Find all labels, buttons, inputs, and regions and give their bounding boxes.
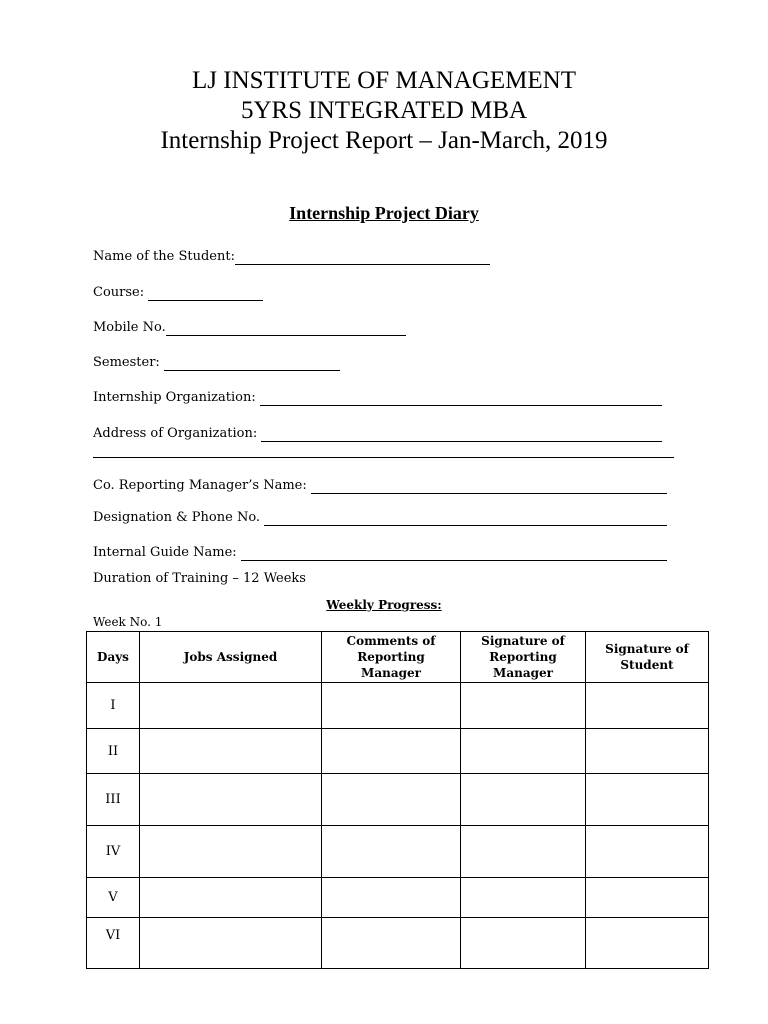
jobs-cell[interactable] xyxy=(140,878,322,918)
internal-guide-blank[interactable] xyxy=(241,547,667,561)
program-title: 5YRS INTEGRATED MBA xyxy=(240,97,528,124)
organization-field xyxy=(93,390,662,406)
manager-signature-cell[interactable] xyxy=(461,774,586,826)
manager-name-field xyxy=(93,478,667,494)
student-name-field xyxy=(93,249,490,265)
manager-name-label: Co. Reporting Manager’s Name: xyxy=(93,478,307,493)
manager-signature-cell[interactable] xyxy=(461,683,586,729)
header-days: Days xyxy=(87,632,140,683)
course-label: Course: xyxy=(93,285,145,300)
table-row xyxy=(87,729,709,774)
student-signature-cell[interactable] xyxy=(586,729,709,774)
course-field xyxy=(93,285,263,301)
manager-name-blank[interactable] xyxy=(311,480,667,494)
comments-cell[interactable] xyxy=(322,918,461,969)
organization-blank[interactable] xyxy=(260,392,662,406)
semester-blank[interactable] xyxy=(164,357,340,371)
comments-cell[interactable] xyxy=(322,774,461,826)
header-manager-signature: Signature of Reporting Manager xyxy=(461,632,586,683)
comments-cell[interactable] xyxy=(322,683,461,729)
mobile-label: Mobile No. xyxy=(93,320,166,335)
mobile-blank[interactable] xyxy=(166,322,406,336)
designation-phone-label: Designation & Phone No. xyxy=(93,510,261,525)
table-row xyxy=(87,683,709,729)
internal-guide-label: Internal Guide Name: xyxy=(93,545,237,560)
weekly-progress-table xyxy=(86,631,709,969)
manager-signature-cell[interactable] xyxy=(461,729,586,774)
table-row xyxy=(87,774,709,826)
jobs-cell[interactable] xyxy=(140,683,322,729)
jobs-cell[interactable] xyxy=(140,826,322,878)
student-signature-cell[interactable] xyxy=(586,918,709,969)
semester-field xyxy=(93,355,340,371)
day-cell: IV xyxy=(87,826,140,878)
organization-label: Internship Organization: xyxy=(93,390,256,405)
header-manager-comments: Comments of Reporting Manager xyxy=(322,632,461,683)
manager-signature-cell[interactable] xyxy=(461,826,586,878)
day-cell: VI xyxy=(87,918,140,969)
institute-title: LJ INSTITUTE OF MANAGEMENT xyxy=(192,67,576,94)
address-blank[interactable] xyxy=(261,428,662,442)
table-header-row xyxy=(87,632,709,683)
header-jobs-assigned: Jobs Assigned xyxy=(140,632,322,683)
student-name-blank[interactable] xyxy=(235,251,490,265)
course-blank[interactable] xyxy=(148,287,263,301)
jobs-cell[interactable] xyxy=(140,774,322,826)
manager-signature-cell[interactable] xyxy=(461,918,586,969)
semester-label: Semester: xyxy=(93,355,160,370)
comments-cell[interactable] xyxy=(322,826,461,878)
day-cell: III xyxy=(87,774,140,826)
day-cell: V xyxy=(87,878,140,918)
day-cell: I xyxy=(87,683,140,729)
comments-cell[interactable] xyxy=(322,729,461,774)
weekly-progress-heading: Weekly Progress: xyxy=(326,598,442,612)
day-cell: II xyxy=(87,729,140,774)
designation-phone-blank[interactable] xyxy=(264,512,667,526)
header-student-signature: Signature of Student xyxy=(586,632,709,683)
address-second-line[interactable] xyxy=(93,457,674,458)
student-signature-cell[interactable] xyxy=(586,878,709,918)
diary-title: Internship Project Diary xyxy=(289,203,479,223)
student-name-label: Name of the Student: xyxy=(93,249,235,264)
jobs-cell[interactable] xyxy=(140,918,322,969)
duration-text: Duration of Training – 12 Weeks xyxy=(93,571,306,586)
jobs-cell[interactable] xyxy=(140,729,322,774)
designation-phone-field xyxy=(93,510,667,526)
table-row xyxy=(87,826,709,878)
table-row xyxy=(87,918,709,969)
student-signature-cell[interactable] xyxy=(586,826,709,878)
report-title: Internship Project Report – Jan-March, 2019 xyxy=(160,127,608,154)
student-signature-cell[interactable] xyxy=(586,683,709,729)
manager-signature-cell[interactable] xyxy=(461,878,586,918)
internal-guide-field xyxy=(93,545,667,561)
address-field xyxy=(93,426,662,442)
student-signature-cell[interactable] xyxy=(586,774,709,826)
address-label: Address of Organization: xyxy=(93,426,258,441)
table-row xyxy=(87,878,709,918)
comments-cell[interactable] xyxy=(322,878,461,918)
mobile-field xyxy=(93,320,406,336)
week-number: Week No. 1 xyxy=(93,615,163,629)
